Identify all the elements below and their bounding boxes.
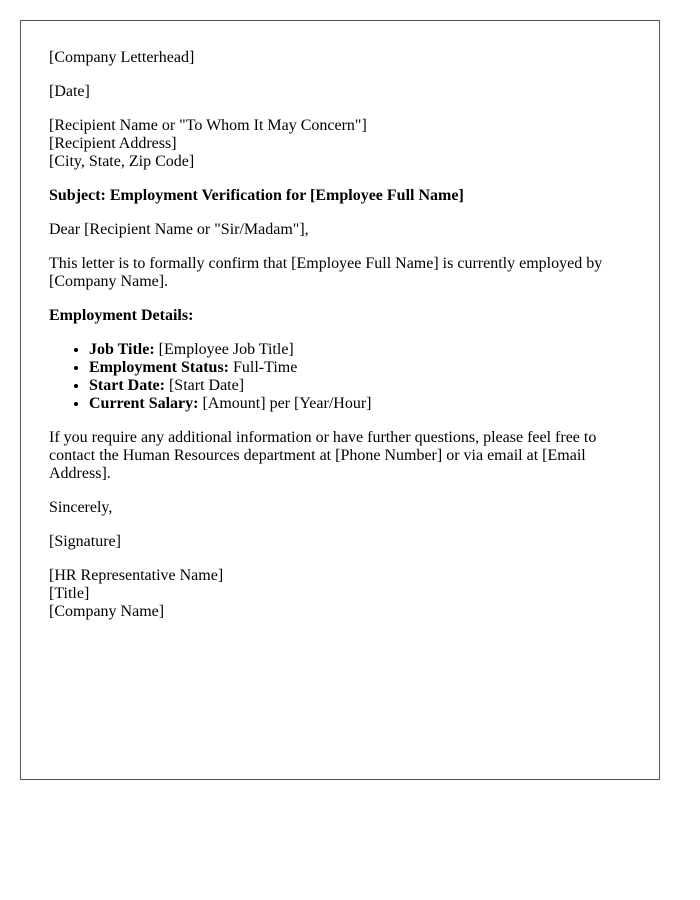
detail-value: [Amount] per [Year/Hour] [198,395,372,412]
recipient-block [49,117,631,171]
employment-details-list [49,341,631,413]
letter-date: [Date] [49,83,90,100]
signer-company: [Company Name] [49,603,165,620]
sign-off: Sincerely, [49,499,113,516]
company-letterhead: [Company Letterhead] [49,49,195,66]
signer-name: [HR Representative Name] [49,567,224,584]
recipient-name: [Recipient Name or "To Whom It May Concern"] [49,117,367,134]
signature-placeholder: [Signature] [49,533,121,550]
detail-label: Start Date: [89,377,165,394]
signer-title: [Title] [49,585,90,602]
intro-paragraph: This letter is to formally confirm that [Employee Full Name] is currently employed by [Company Name]. [49,255,603,290]
salutation: Dear [Recipient Name or "Sir/Madam"], [49,221,309,238]
closing-paragraph: If you require any additional information or have further questions, please feel free to contact the Human Resources department at [Phone Number] or via email at [Email Address]. [49,429,597,482]
letter-page [20,20,660,780]
recipient-city-state-zip: [City, State, Zip Code] [49,153,195,170]
signer-block [49,567,631,621]
detail-label: Current Salary: [89,395,199,412]
detail-value: [Employee Job Title] [154,341,294,358]
detail-value: Full-Time [229,359,298,376]
subject-line: Subject: Employment Verification for [Employee Full Name] [49,187,464,204]
detail-label: Employment Status: [89,359,230,376]
details-heading: Employment Details: [49,307,194,324]
detail-label: Job Title: [89,341,155,358]
list-item [89,395,631,413]
detail-value: [Start Date] [164,377,245,394]
list-item [89,359,631,377]
recipient-address: [Recipient Address] [49,135,177,152]
list-item [89,341,631,359]
list-item [89,377,631,395]
